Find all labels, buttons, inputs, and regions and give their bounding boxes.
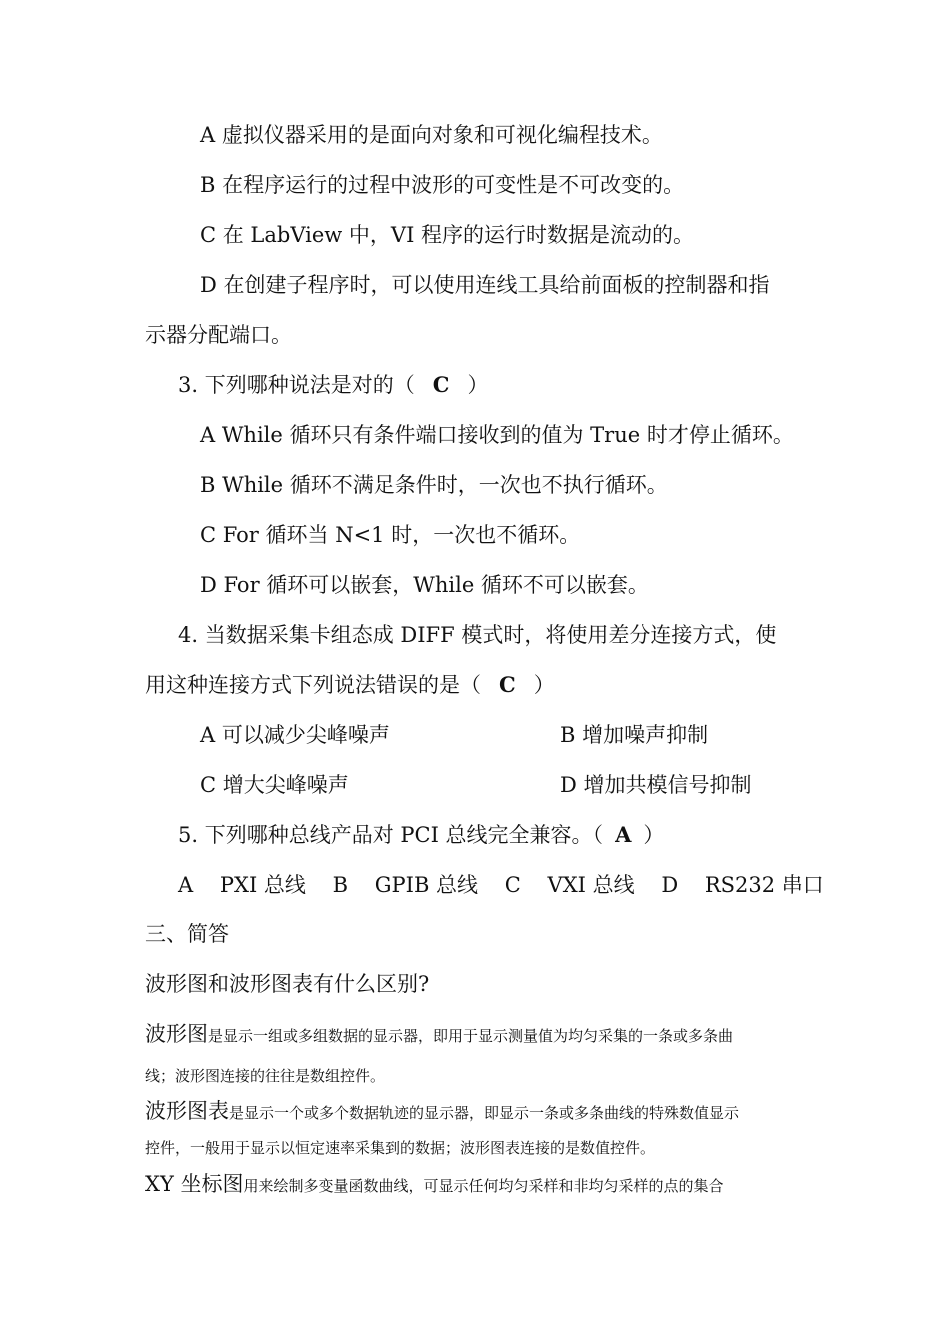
q4-answer: C xyxy=(499,672,516,697)
answer-paragraph-2-text: 是显示一个或多个数据轨迹的显示器，即显示一条或多条曲线的特殊数值显示 xyxy=(229,1104,740,1122)
answer-paragraph-1-text: 是显示一组或多组数据的显示器，即用于显示测量值为均匀采集的一条或多条曲 xyxy=(208,1027,734,1045)
q5-stem xyxy=(178,821,664,849)
term-xy-graph: XY 坐标图 xyxy=(145,1172,244,1196)
q3-option-b: B While 循环不满足条件时，一次也不执行循环。 xyxy=(200,473,668,497)
q3-stem xyxy=(178,371,488,399)
section-heading: 三、简答 xyxy=(145,922,229,946)
q3-option-a: A While 循环只有条件端口接收到的值为 True 时才停止循环。 xyxy=(200,423,794,447)
q3-option-c: C For 循环当 N<1 时，一次也不循环。 xyxy=(200,523,581,547)
answer-paragraph-1-line1 xyxy=(145,1020,733,1050)
q4-option-a: A 可以减少尖峰噪声 xyxy=(200,723,390,747)
q3-option-d: D For 循环可以嵌套，While 循环不可以嵌套。 xyxy=(200,573,649,597)
q3-stem-prefix: 3. 下列哪种说法是对的（ xyxy=(178,373,415,397)
short-answer-question: 波形图和波形图表有什么区别? xyxy=(145,972,430,996)
answer-paragraph-3 xyxy=(145,1170,724,1200)
q4-stem-suffix: ） xyxy=(533,673,555,697)
q2-option-d-line2: 示器分配端口。 xyxy=(145,323,292,347)
q4-option-b: B 增加噪声抑制 xyxy=(560,723,709,747)
q4-option-d: D 增加共模信号抑制 xyxy=(560,773,752,797)
q4-option-c: C 增大尖峰噪声 xyxy=(200,773,349,797)
term-waveform-graph: 波形图 xyxy=(145,1022,208,1046)
q2-option-b: B 在程序运行的过程中波形的可变性是不可改变的。 xyxy=(200,173,685,197)
q2-option-a: A 虚拟仪器采用的是面向对象和可视化编程技术。 xyxy=(200,123,663,147)
q2-option-d-line1: D 在创建子程序时，可以使用连线工具给前面板的控制器和指 xyxy=(200,273,770,297)
q5-stem-suffix: ） xyxy=(643,823,665,847)
q4-stem-line2 xyxy=(145,671,555,699)
q4-stem-prefix: 用这种连接方式下列说法错误的是（ xyxy=(145,673,481,697)
q2-option-c: C 在 LabView 中，VI 程序的运行时数据是流动的。 xyxy=(200,223,695,247)
q4-stem-line1: 4. 当数据采集卡组态成 DIFF 模式时，将使用差分连接方式，使 xyxy=(178,623,777,647)
answer-paragraph-1-line2: 线；波形图连接的往往是数组控件。 xyxy=(145,1067,386,1085)
term-waveform-chart: 波形图表 xyxy=(145,1099,229,1123)
q3-answer: C xyxy=(432,372,450,397)
q3-stem-suffix: ） xyxy=(467,373,489,397)
q5-answer: A xyxy=(615,822,632,847)
answer-paragraph-2-line2: 控件，一般用于显示以恒定速率采集到的数据；波形图表连接的是数值控件。 xyxy=(145,1139,656,1157)
q5-options: A PXI 总线 B GPIB 总线 C VXI 总线 D RS232 串口 xyxy=(178,873,824,897)
q5-stem-prefix: 5. 下列哪种总线产品对 PCI 总线完全兼容。（ xyxy=(178,823,604,847)
answer-paragraph-3-text: 用来绘制多变量函数曲线，可显示任何均匀采样和非均匀采样的点的集合 xyxy=(243,1177,724,1195)
answer-paragraph-2-line1 xyxy=(145,1097,739,1127)
